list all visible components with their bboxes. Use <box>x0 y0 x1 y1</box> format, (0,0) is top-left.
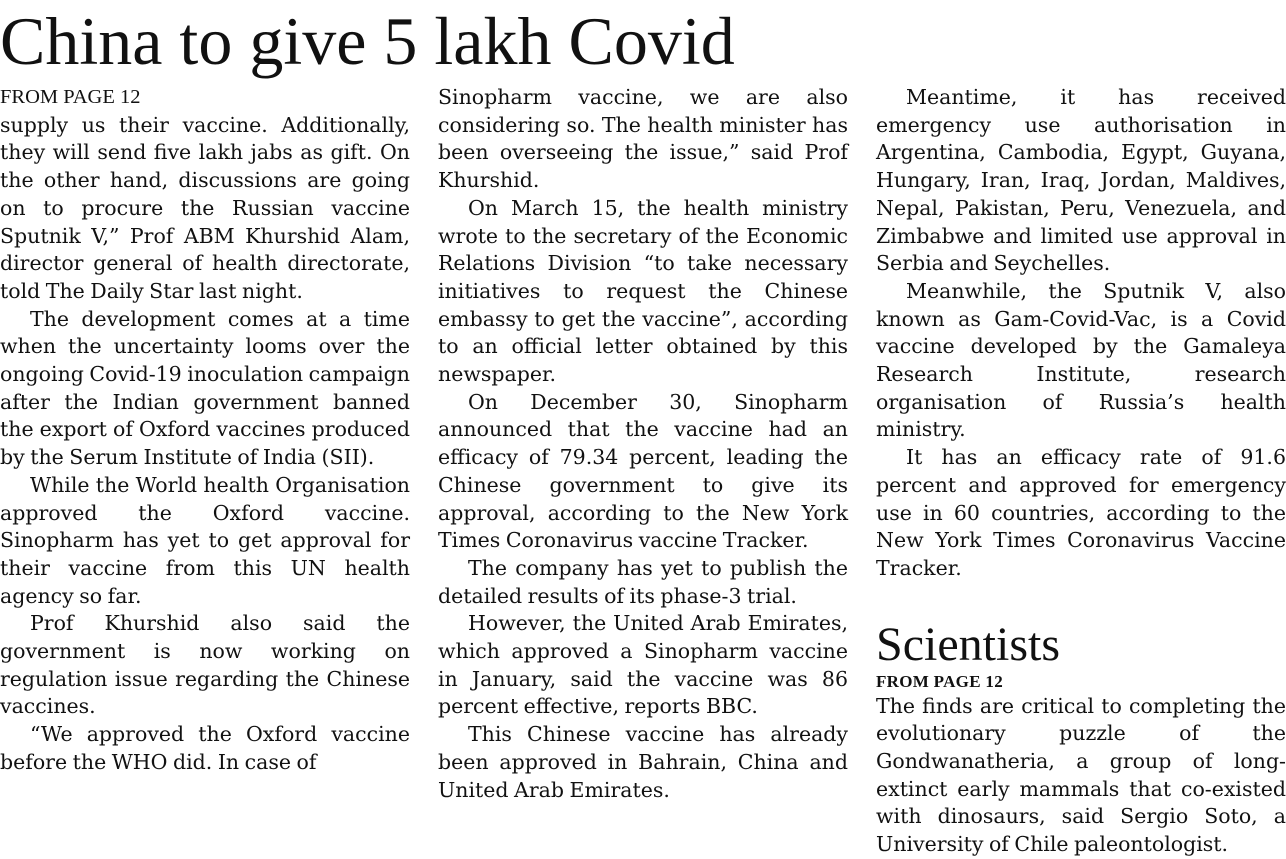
paragraph: While the World health Organisation approved the Oxford vaccine. Sinopharm has yet to get approval for their vaccine from this UN health agency so far. <box>0 472 410 608</box>
paragraph: “We approved the Oxford vaccine before the WHO did. In case of <box>0 722 410 774</box>
article-column-3 <box>876 84 1286 859</box>
second-article-headline: Scientists <box>876 617 1061 671</box>
paragraph: It has an efficacy rate of 91.6 percent and approved for emergency use in 60 countries, according to the New York Times Coronavirus Vaccine Tracker. <box>876 445 1286 580</box>
paragraph: Sinopharm vaccine, we are also considering so. The health minister has been overseeing the issue,” said Prof Khurshid. <box>438 85 848 193</box>
paragraph: This Chinese vaccine has already been approved in Bahrain, China and United Arab Emirates. <box>438 722 848 802</box>
paragraph: On March 15, the health ministry wrote to the secretary of the Economic Relations Division “to take necessary initiatives to request the Chinese embassy to get the vaccine”, according to an official letter obtained by this newspaper. <box>438 195 848 387</box>
paragraph: On December 30, Sinopharm announced that the vaccine had an efficacy of 79.34 percent, leading the Chinese government to give its approval, according to the New York Times Coronavirus vaccine Tracker. <box>438 389 848 553</box>
article-column-2 <box>438 84 848 804</box>
paragraph: The finds are critical to completing the evolutionary puzzle of the Gondwanatheria, a group of long-extinct early mammals that co-existed with dinosaurs, said Sergio Soto, a University of Chile paleontologist. <box>876 693 1286 857</box>
paragraph: Prof Khurshid also said the government is now working on regulation issue regarding the Chinese vaccines. <box>0 611 410 719</box>
paragraph: Meantime, it has received emergency use authorisation in Argentina, Cambodia, Egypt, Guyana, Hungary, Iran, Iraq, Jordan, Maldives, Nepal, Pakistan, Peru, Venezuela, and Zimbabwe and limited use approval in Serbia and Seychelles. <box>876 85 1286 276</box>
article-column-1 <box>0 84 410 777</box>
paragraph: The development comes at a time when the uncertainty looms over the ongoing Covid-19 inoculation campaign after the Indian government banned the export of Oxford vaccines produced by the Serum Institute of India (SII). <box>0 306 411 470</box>
article-headline: China to give 5 lakh Covid <box>0 3 735 79</box>
paragraph: Meanwhile, the Sputnik V, also known as Gam-Covid-Vac, is a Covid vaccine developed by the Gamaleya Research Institute, research organisation of Russia’s health ministry. <box>876 278 1286 442</box>
paragraph: supply us their vaccine. Additionally, they will send five lakh jabs as gift. On the other hand, discussions are going on to procure the Russian vaccine Sputnik V,” Prof ABM Khurshid Alam, director general of health directorate, told The Daily Star last night. <box>0 112 410 303</box>
jump-line: FROM PAGE 12 <box>0 86 141 108</box>
second-article-jump-line: FROM PAGE 12 <box>876 671 1003 691</box>
paragraph: However, the United Arab Emirates, which approved a Sinopharm vaccine in January, said the vaccine was 86 percent effective, reports BBC. <box>438 611 848 719</box>
paragraph: The company has yet to publish the detailed results of its phase-3 trial. <box>438 555 848 608</box>
